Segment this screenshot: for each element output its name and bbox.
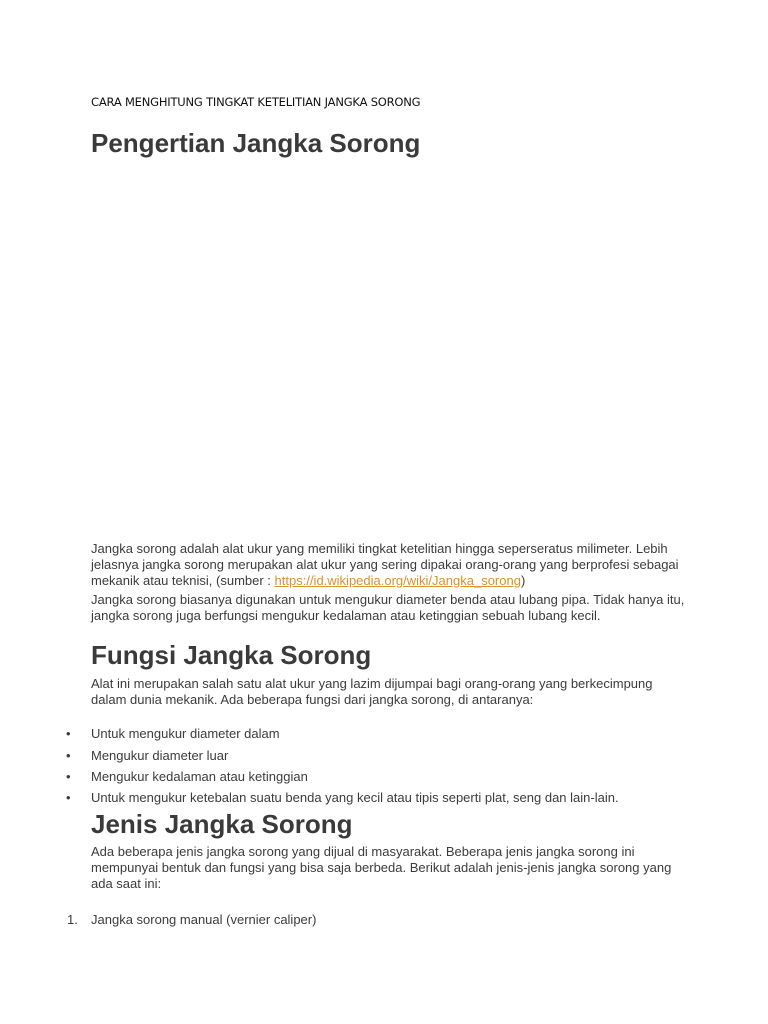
wikipedia-link[interactable]: https://id.wikipedia.org/wiki/Jangka_sorong xyxy=(274,573,521,588)
list-item-text: Untuk mengukur ketebalan suatu benda yang kecil atau tipis seperti plat, seng dan lain-lain. xyxy=(91,790,619,805)
heading-jenis: Jenis Jangka Sorong xyxy=(91,809,353,839)
list-item-text: Jangka sorong manual (vernier caliper) xyxy=(91,912,317,927)
paragraph-jenis-intro: Ada beberapa jenis jangka sorong yang dijual di masyarakat. Beberapa jenis jangka sorong ini mempunyai bentuk dan fungsi yang bisa saja berbeda. Berikut adalah jenis-jenis jangka sorong yang ada saat ini: xyxy=(91,844,672,891)
paragraph-definition-close: ) xyxy=(520,573,526,588)
paragraph-definition-text: Jangka sorong adalah alat ukur yang memiliki tingkat ketelitian hingga seperseratus milimeter. Lebih jelasnya jangka sorong merupakan alat ukur yang sering dipakai orang-orang yang berprofesi sebagai mekanik atau teknisi, (sumber : xyxy=(91,541,679,588)
list-number: 1. xyxy=(67,912,78,927)
list-item-text: Mengukur diameter luar xyxy=(91,748,229,763)
document-title: CARA MENGHITUNG TINGKAT KETELITIAN JANGKA SORONG xyxy=(91,95,421,109)
list-item-text: Mengukur kedalaman atau ketinggian xyxy=(91,769,308,784)
list-item-text: Untuk mengukur diameter dalam xyxy=(91,726,280,741)
paragraph-fungsi-intro: Alat ini merupakan salah satu alat ukur yang lazim dijumpai bagi orang-orang yang berkecimpung dalam dunia mekanik. Ada beberapa fungsi dari jangka sorong, di antaranya: xyxy=(91,676,653,707)
bullet-icon: • xyxy=(66,769,71,784)
bullet-icon: • xyxy=(66,726,71,741)
heading-pengertian: Pengertian Jangka Sorong xyxy=(91,128,421,158)
paragraph-definition xyxy=(91,541,691,589)
bullet-icon: • xyxy=(66,790,71,805)
paragraph-usage: Jangka sorong biasanya digunakan untuk mengukur diameter benda atau lubang pipa. Tidak hanya itu, jangka sorong juga berfungsi mengukur kedalaman atau ketinggian sebuah lubang kecil. xyxy=(91,592,685,623)
heading-fungsi: Fungsi Jangka Sorong xyxy=(91,640,372,670)
bullet-icon: • xyxy=(66,748,71,763)
